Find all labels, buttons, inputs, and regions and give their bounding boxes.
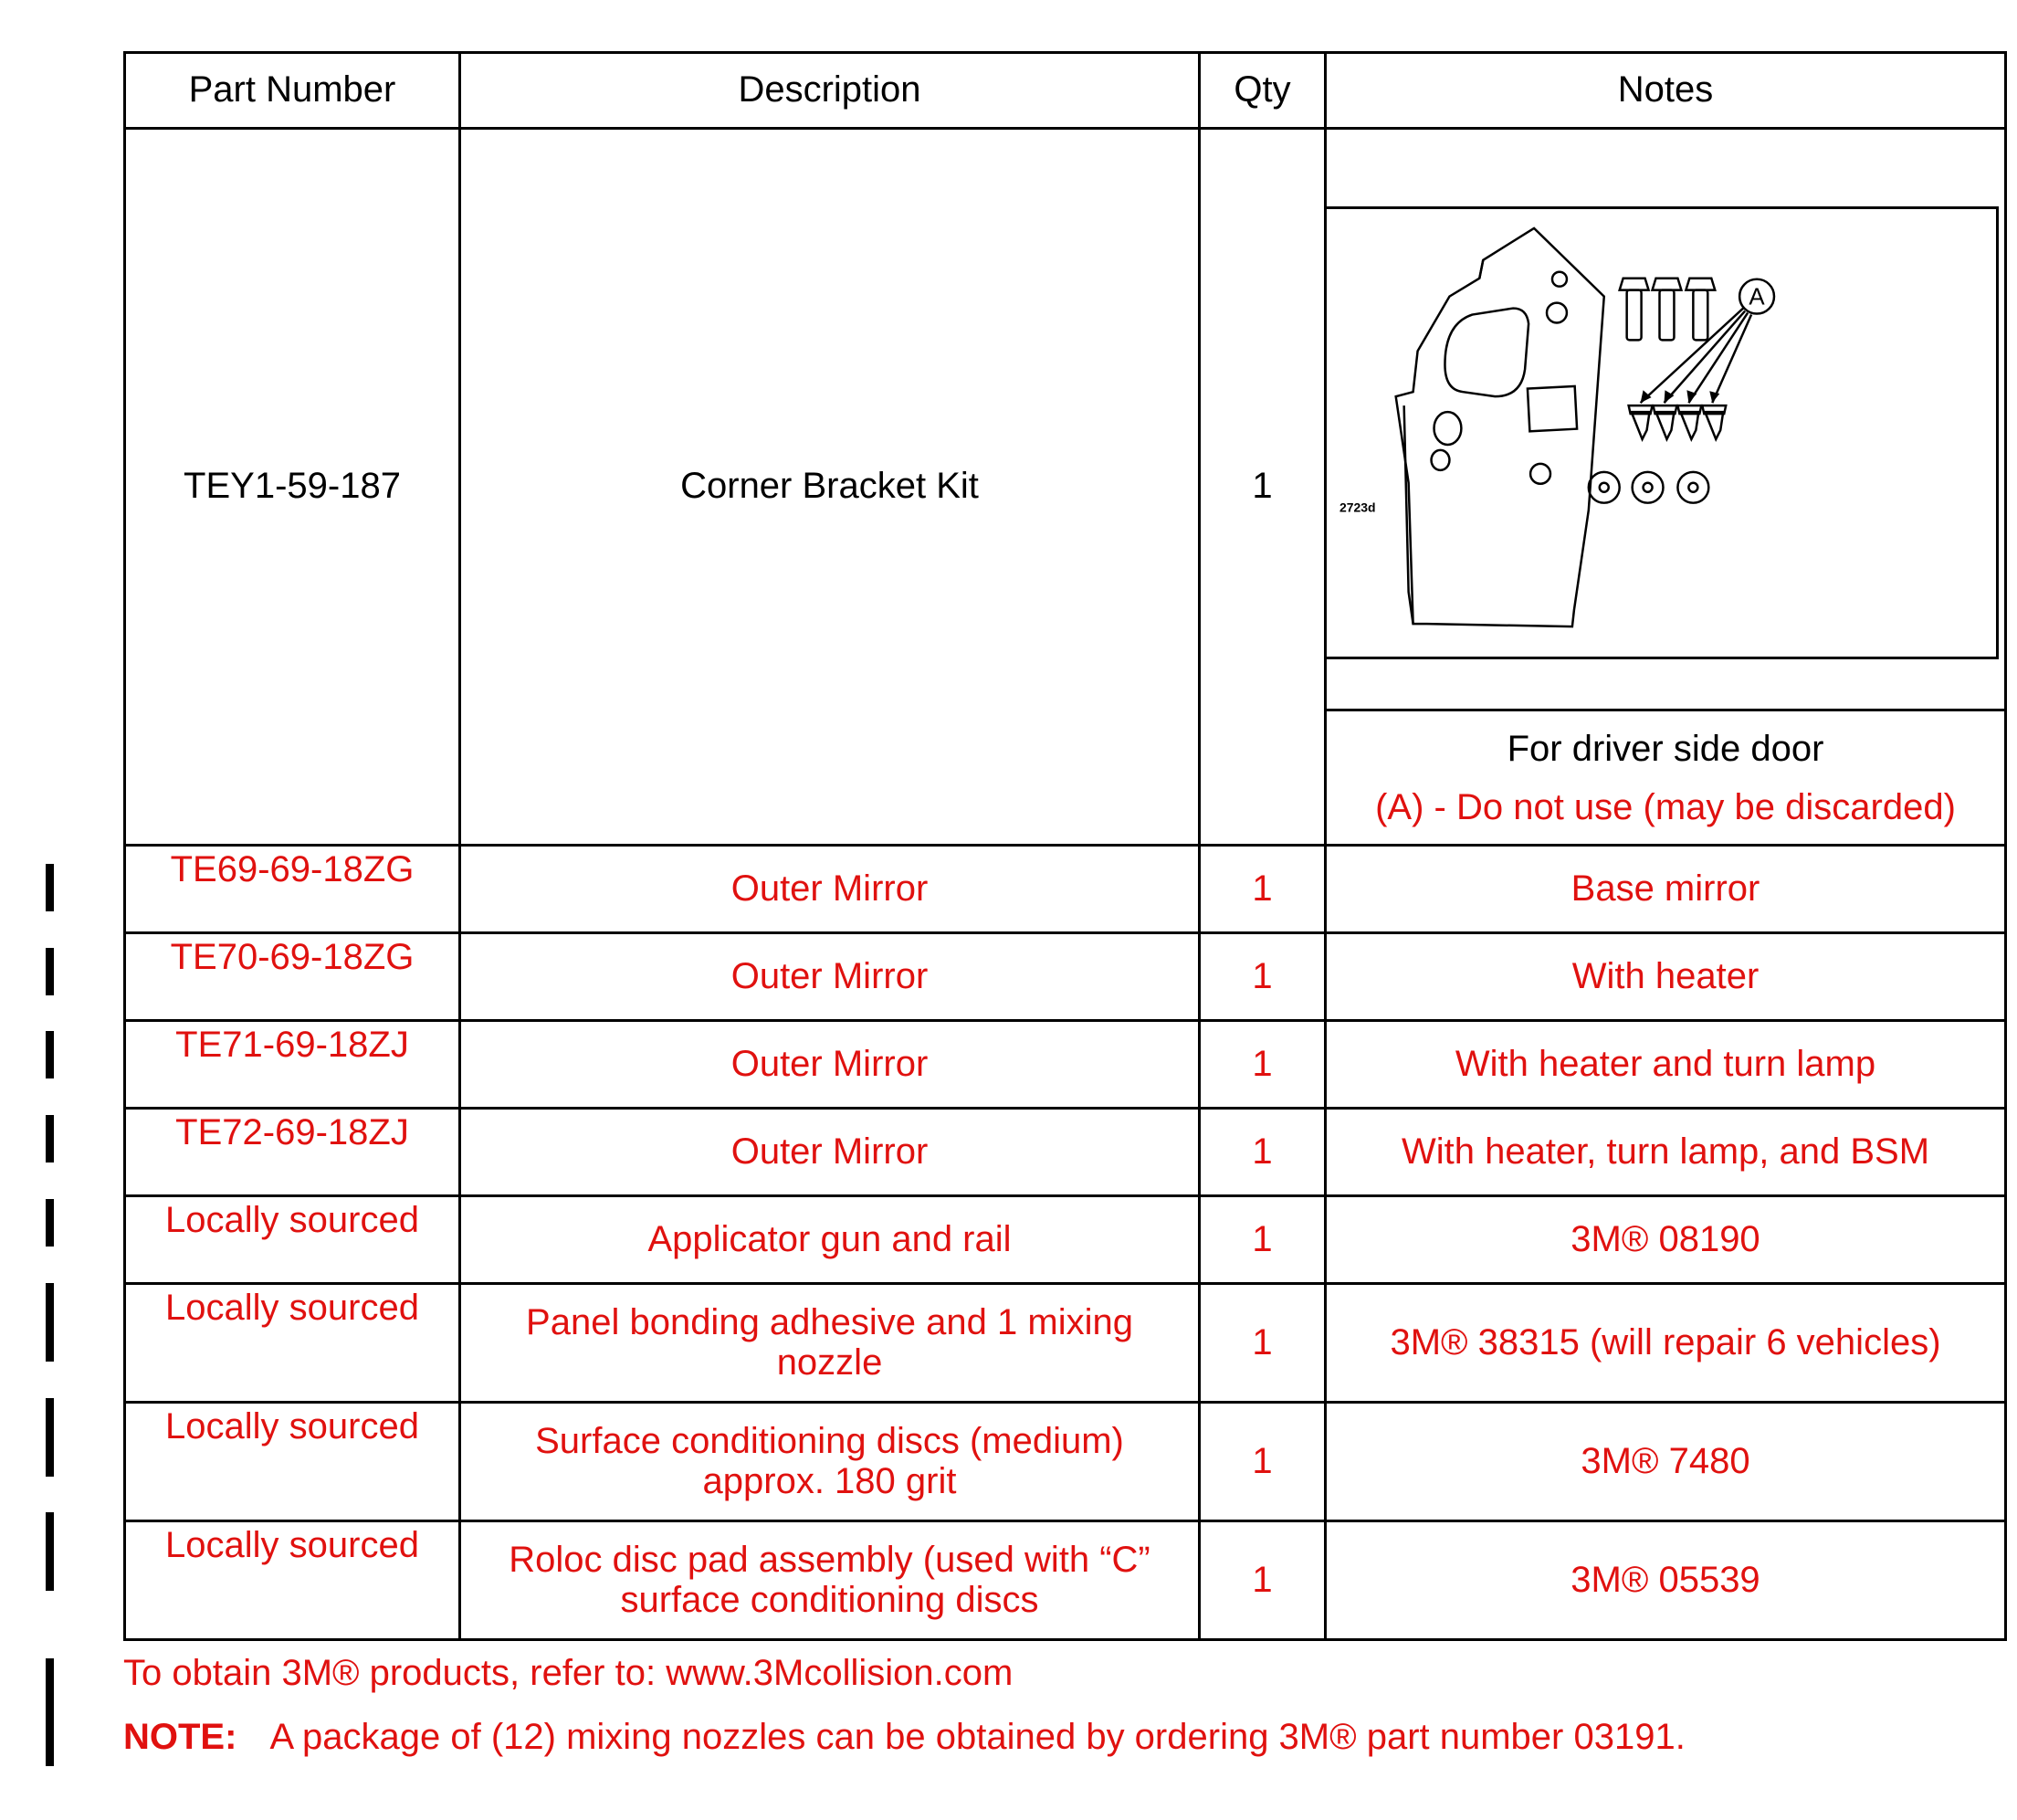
row-description: Outer Mirror [460,846,1200,933]
change-bar [46,1115,54,1162]
row-qty: 1 [1200,1403,1326,1521]
notes-divider [1327,709,2004,711]
change-bar [46,1283,54,1362]
figure-label: 2723d [1339,500,1376,515]
row-part-number: Locally sourced [125,1521,460,1640]
row-qty: 1 [1200,1021,1326,1109]
kit-qty: 1 [1200,129,1326,846]
row-notes: With heater and turn lamp [1326,1021,2006,1109]
bracket-illustration [1327,209,1996,657]
table-row [125,933,2006,1021]
change-bar [46,864,54,911]
note-text: A package of (12) mixing nozzles can be obtained by ordering 3M® part number 03191. [269,1717,1686,1757]
callout-label: A [1749,284,1765,310]
row-description: Outer Mirror [460,1109,1200,1196]
row-part-number: TE70-69-18ZG [125,933,460,1021]
row-description: Outer Mirror [460,933,1200,1021]
change-bar [46,1398,54,1477]
kit-note-line1: For driver side door [1507,729,1824,769]
table-row [125,1021,2006,1109]
row-part-number: Locally sourced [125,1284,460,1403]
row-part-number: TE69-69-18ZG [125,846,460,933]
change-bar [46,1031,54,1078]
kit-note-text [1327,720,2004,836]
row-qty: 1 [1200,933,1326,1021]
row-description: Roloc disc pad assembly (used with “C” surface conditioning discs [460,1521,1200,1640]
row-qty: 1 [1200,846,1326,933]
table-row [125,1284,2006,1403]
row-qty: 1 [1200,1521,1326,1640]
row-part-number: TE72-69-18ZJ [125,1109,460,1196]
change-bar [46,1199,54,1247]
table-row [125,1196,2006,1284]
row-notes: Base mirror [1326,846,2006,933]
row-description: Applicator gun and rail [460,1196,1200,1284]
parts-table [123,51,2007,1641]
row-description: Panel bonding adhesive and 1 mixing nozzle [460,1284,1200,1403]
row-notes: 3M® 05539 [1326,1521,2006,1640]
corner-bracket-kit-figure [1327,206,1999,659]
row-qty: 1 [1200,1196,1326,1284]
row-description: Surface conditioning discs (medium) approx. 180 grit [460,1403,1200,1521]
row-notes: With heater [1326,933,2006,1021]
row-part-number: Locally sourced [125,1196,460,1284]
row-notes: 3M® 7480 [1326,1403,2006,1521]
change-bar [46,948,54,995]
header-row [125,53,2006,129]
kit-notes [1326,129,2006,846]
row-notes: 3M® 38315 (will repair 6 vehicles) [1326,1284,2006,1403]
kit-part-number: TEY1-59-187 [125,129,460,846]
table-row [125,1403,2006,1521]
change-bar [46,1512,54,1591]
header-part-number: Part Number [125,53,460,129]
change-bar [46,1658,54,1766]
note-label: NOTE: [123,1717,237,1757]
kit-note-line2: (A) - Do not use (may be discarded) [1375,787,1956,827]
row-notes: 3M® 08190 [1326,1196,2006,1284]
footer-line1: To obtain 3M® products, refer to: www.3Mcollision.com [123,1653,1014,1693]
row-qty: 1 [1200,1109,1326,1196]
kit-description: Corner Bracket Kit [460,129,1200,846]
header-notes: Notes [1326,53,2006,129]
kit-row [125,129,2006,846]
row-part-number: TE71-69-18ZJ [125,1021,460,1109]
footer-note [123,1717,1686,1758]
row-notes: With heater, turn lamp, and BSM [1326,1109,2006,1196]
table-row [125,1521,2006,1640]
row-part-number: Locally sourced [125,1403,460,1521]
header-qty: Qty [1200,53,1326,129]
table-row [125,1109,2006,1196]
row-description: Outer Mirror [460,1021,1200,1109]
row-qty: 1 [1200,1284,1326,1403]
header-description: Description [460,53,1200,129]
table-row [125,846,2006,933]
